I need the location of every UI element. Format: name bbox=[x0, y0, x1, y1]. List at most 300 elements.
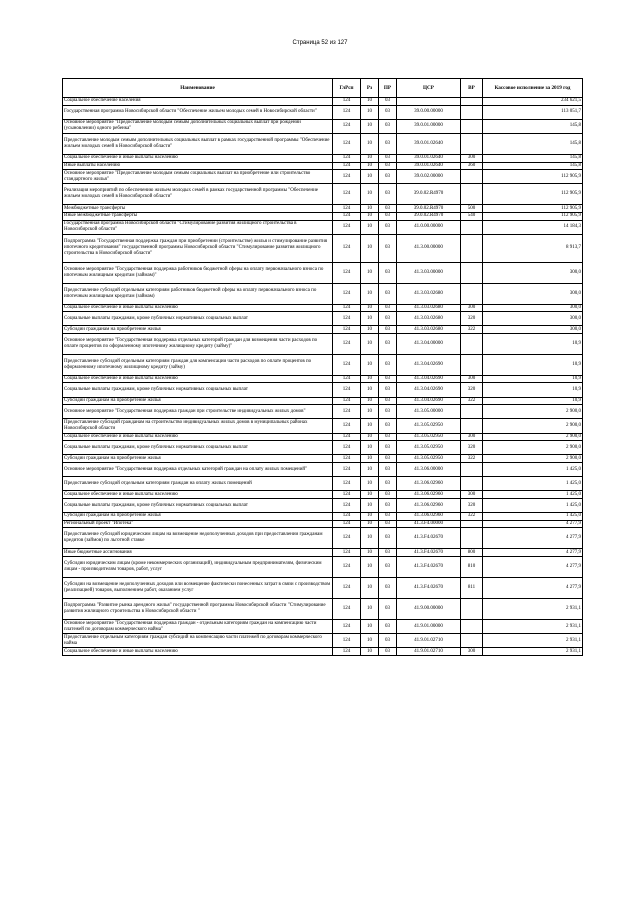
row-csr-cell: 39.0.01.02640 bbox=[397, 133, 461, 154]
row-name-cell: Иные выплаты населению bbox=[63, 162, 333, 170]
row-rz-cell: 10 bbox=[361, 477, 379, 491]
row-vr-cell: 300 bbox=[461, 375, 483, 383]
row-amount-cell: 2 931,1 bbox=[483, 619, 583, 633]
row-csr-cell: 41.3.05.02950 bbox=[397, 419, 461, 433]
row-csr-cell: 41.3.06.02960 bbox=[397, 491, 461, 499]
row-rz-cell: 10 bbox=[361, 577, 379, 598]
row-csr-cell: 41.3.F4.02670 bbox=[397, 528, 461, 549]
row-csr-cell: 41.3.06.02960 bbox=[397, 498, 461, 512]
row-rz-cell: 10 bbox=[361, 528, 379, 549]
row-pr-cell: 03 bbox=[379, 634, 397, 648]
row-rz-cell: 10 bbox=[361, 283, 379, 304]
row-vr-cell: 322 bbox=[461, 513, 483, 521]
row-amount-cell: 14 184,3 bbox=[483, 220, 583, 234]
row-pr-cell: 03 bbox=[379, 262, 397, 283]
row-pr-cell: 03 bbox=[379, 333, 397, 354]
row-amount-cell: 4 277,9 bbox=[483, 528, 583, 549]
row-name-cell: Предоставление субсидий гражданам на строительство индивидуальных жилых домов в муниципальных районах Новосибирской области bbox=[63, 419, 333, 433]
row-pr-cell: 03 bbox=[379, 419, 397, 433]
table-row bbox=[63, 648, 583, 656]
row-rz-cell: 10 bbox=[361, 119, 379, 133]
row-name-cell: Предоставление отдельным категориям граждан субсидий на компенсацию части платежей по договорам коммерческого найма bbox=[63, 634, 333, 648]
table-body bbox=[63, 98, 583, 656]
row-csr-cell: 41.9.00.00000 bbox=[397, 598, 461, 619]
row-name-cell: Подпрограмма "Государственная поддержка граждан при приобретении (строительстве) жилья и стимулирование развития ипотечного кредитования" государственной программы Новосибирской области "Стимулирование развития жилищного строительства в Новосибирской области" bbox=[63, 234, 333, 262]
row-rz-cell: 10 bbox=[361, 498, 379, 512]
row-rz-cell: 10 bbox=[361, 205, 379, 213]
row-csr-cell: 41.3.06.02960 bbox=[397, 513, 461, 521]
row-grs-cell: 124 bbox=[333, 205, 361, 213]
row-vr-cell: 540 bbox=[461, 212, 483, 220]
row-name-cell: Социальное обеспечение населения bbox=[63, 98, 333, 106]
row-rz-cell: 10 bbox=[361, 304, 379, 312]
row-name-cell: Реализация мероприятий по обеспечению жильем молодых семей в рамках государственной программы "Обеспечение жильем молодых семей в Новосибирской области" bbox=[63, 184, 333, 205]
row-name-cell: Предоставление субсидий отдельным категориям граждан для компенсации части расходов по оплате процентов по оформленному ипотечному жилищному кредиту (займу) bbox=[63, 354, 333, 375]
row-grs-cell: 124 bbox=[333, 619, 361, 633]
table-row bbox=[63, 262, 583, 283]
row-grs-cell: 124 bbox=[333, 383, 361, 397]
row-grs-cell: 124 bbox=[333, 463, 361, 477]
table-row bbox=[63, 634, 583, 648]
table-row bbox=[63, 513, 583, 521]
row-csr-cell: 39.0.02.R4970 bbox=[397, 212, 461, 220]
row-amount-cell: 112 905,9 bbox=[483, 212, 583, 220]
row-name-cell: Субсидии юридическим лицам (кроме некоммерческих организаций), индивидуальным предпринимателям, физическим лицам - производителям товаров, работ, услуг bbox=[63, 556, 333, 577]
row-amount-cell: 300,0 bbox=[483, 283, 583, 304]
row-amount-cell: 300,0 bbox=[483, 326, 583, 334]
row-amount-cell: 10,9 bbox=[483, 383, 583, 397]
row-amount-cell: 4 277,9 bbox=[483, 520, 583, 528]
row-vr-cell bbox=[461, 520, 483, 528]
row-pr-cell: 03 bbox=[379, 598, 397, 619]
table-row bbox=[63, 498, 583, 512]
row-grs-cell: 124 bbox=[333, 162, 361, 170]
row-csr-cell: 41.3.F4.00000 bbox=[397, 520, 461, 528]
row-vr-cell bbox=[461, 133, 483, 154]
row-amount-cell: 4 277,9 bbox=[483, 577, 583, 598]
row-pr-cell: 03 bbox=[379, 98, 397, 106]
table-row bbox=[63, 304, 583, 312]
row-vr-cell: 300 bbox=[461, 304, 483, 312]
row-amount-cell: 10,9 bbox=[483, 333, 583, 354]
row-grs-cell: 124 bbox=[333, 119, 361, 133]
row-grs-cell: 124 bbox=[333, 154, 361, 162]
column-header-grs: ГлРсп bbox=[333, 79, 361, 98]
row-csr-cell: 39.0.01.02640 bbox=[397, 162, 461, 170]
row-pr-cell: 03 bbox=[379, 162, 397, 170]
row-pr-cell: 03 bbox=[379, 405, 397, 419]
row-amount-cell: 112 905,9 bbox=[483, 170, 583, 184]
table-row bbox=[63, 205, 583, 213]
row-name-cell: Основное мероприятие "Государственная поддержка отдельных категорий граждан для возмещения части расходов по оплате процентов по оформленному ипотечному жилищному кредиту (займу)" bbox=[63, 333, 333, 354]
row-csr-cell: 41.3.03.02680 bbox=[397, 326, 461, 334]
row-csr-cell: 41.3.03.00000 bbox=[397, 262, 461, 283]
row-rz-cell: 10 bbox=[361, 433, 379, 441]
table-row bbox=[63, 520, 583, 528]
row-amount-cell: 2 900,0 bbox=[483, 405, 583, 419]
column-header-vr: ВР bbox=[461, 79, 483, 98]
table-row bbox=[63, 491, 583, 499]
row-rz-cell: 10 bbox=[361, 419, 379, 433]
row-csr-cell: 39.0.00.00000 bbox=[397, 105, 461, 119]
row-rz-cell: 10 bbox=[361, 326, 379, 334]
row-csr-cell: 41.9.01.00000 bbox=[397, 619, 461, 633]
row-name-cell: Иные бюджетные ассигнования bbox=[63, 549, 333, 557]
row-vr-cell: 300 bbox=[461, 433, 483, 441]
row-name-cell: Субсидии гражданам на приобретение жилья bbox=[63, 455, 333, 463]
column-header-name: Наименование bbox=[63, 79, 333, 98]
row-name-cell: Основное мероприятие "Государственная поддержка отдельных категорий граждан на оплату жилых помещений" bbox=[63, 463, 333, 477]
row-csr-cell: 41.3.F4.02670 bbox=[397, 549, 461, 557]
row-pr-cell: 03 bbox=[379, 170, 397, 184]
row-grs-cell: 124 bbox=[333, 455, 361, 463]
row-amount-cell: 2 931,1 bbox=[483, 648, 583, 656]
row-name-cell: Социальное обеспечение и иные выплаты населению bbox=[63, 154, 333, 162]
table-row bbox=[63, 619, 583, 633]
row-vr-cell bbox=[461, 170, 483, 184]
table-row bbox=[63, 283, 583, 304]
table-row bbox=[63, 326, 583, 334]
row-grs-cell: 124 bbox=[333, 528, 361, 549]
row-vr-cell: 800 bbox=[461, 549, 483, 557]
row-csr-cell: 41.0.00.00000 bbox=[397, 220, 461, 234]
row-pr-cell: 03 bbox=[379, 354, 397, 375]
row-grs-cell: 124 bbox=[333, 419, 361, 433]
row-csr-cell: 41.3.00.00000 bbox=[397, 234, 461, 262]
row-csr-cell bbox=[397, 98, 461, 106]
row-grs-cell: 124 bbox=[333, 184, 361, 205]
row-vr-cell bbox=[461, 528, 483, 549]
row-name-cell: Предоставление субсидий отдельным категориям граждан на оплату жилых помещений bbox=[63, 477, 333, 491]
row-name-cell: Социальные выплаты гражданам, кроме публичных нормативных социальных выплат bbox=[63, 498, 333, 512]
row-vr-cell: 322 bbox=[461, 397, 483, 405]
row-rz-cell: 10 bbox=[361, 405, 379, 419]
row-vr-cell bbox=[461, 220, 483, 234]
table-row bbox=[63, 312, 583, 326]
row-name-cell: Социальные выплаты гражданам, кроме публичных нормативных социальных выплат bbox=[63, 441, 333, 455]
row-amount-cell: 10,9 bbox=[483, 375, 583, 383]
row-grs-cell: 124 bbox=[333, 491, 361, 499]
row-amount-cell: 1 425,0 bbox=[483, 463, 583, 477]
row-rz-cell: 10 bbox=[361, 162, 379, 170]
row-pr-cell: 03 bbox=[379, 491, 397, 499]
row-csr-cell: 41.3.F4.02670 bbox=[397, 556, 461, 577]
row-grs-cell: 124 bbox=[333, 326, 361, 334]
row-amount-cell: 145,8 bbox=[483, 162, 583, 170]
row-vr-cell: 360 bbox=[461, 162, 483, 170]
row-amount-cell: 2 900,0 bbox=[483, 419, 583, 433]
row-vr-cell bbox=[461, 262, 483, 283]
row-grs-cell: 124 bbox=[333, 304, 361, 312]
row-rz-cell: 10 bbox=[361, 556, 379, 577]
row-name-cell: Основное мероприятие "Государственная поддержка граждан - отдельным категориям граждан на компенсацию части платежей по договорам коммерческого найма" bbox=[63, 619, 333, 633]
row-grs-cell: 124 bbox=[333, 433, 361, 441]
row-pr-cell: 03 bbox=[379, 205, 397, 213]
table-row bbox=[63, 433, 583, 441]
row-csr-cell: 41.3.03.02680 bbox=[397, 283, 461, 304]
row-name-cell: Социальное обеспечение и иные выплаты населению bbox=[63, 375, 333, 383]
row-rz-cell: 10 bbox=[361, 220, 379, 234]
row-grs-cell: 124 bbox=[333, 105, 361, 119]
table-row bbox=[63, 98, 583, 106]
row-grs-cell: 124 bbox=[333, 283, 361, 304]
row-pr-cell: 03 bbox=[379, 648, 397, 656]
row-grs-cell: 124 bbox=[333, 170, 361, 184]
row-name-cell: Социальное обеспечение и иные выплаты населению bbox=[63, 491, 333, 499]
row-rz-cell: 10 bbox=[361, 397, 379, 405]
table-row bbox=[63, 397, 583, 405]
row-pr-cell: 03 bbox=[379, 154, 397, 162]
row-rz-cell: 10 bbox=[361, 375, 379, 383]
row-amount-cell: 1 425,0 bbox=[483, 477, 583, 491]
row-grs-cell: 124 bbox=[333, 477, 361, 491]
table-row bbox=[63, 528, 583, 549]
row-amount-cell: 2 931,1 bbox=[483, 598, 583, 619]
row-name-cell: Социальное обеспечение и иные выплаты населению bbox=[63, 648, 333, 656]
row-name-cell: Субсидии гражданам на приобретение жилья bbox=[63, 397, 333, 405]
table-row bbox=[63, 234, 583, 262]
row-vr-cell bbox=[461, 184, 483, 205]
row-amount-cell: 145,8 bbox=[483, 119, 583, 133]
table-row bbox=[63, 383, 583, 397]
row-pr-cell: 03 bbox=[379, 619, 397, 633]
row-csr-cell: 41.3.05.02950 bbox=[397, 441, 461, 455]
row-amount-cell: 2 931,1 bbox=[483, 634, 583, 648]
row-pr-cell: 03 bbox=[379, 105, 397, 119]
row-pr-cell: 03 bbox=[379, 577, 397, 598]
row-pr-cell: 03 bbox=[379, 520, 397, 528]
row-vr-cell bbox=[461, 598, 483, 619]
row-csr-cell: 41.3.06.00000 bbox=[397, 463, 461, 477]
table-row bbox=[63, 119, 583, 133]
row-vr-cell bbox=[461, 619, 483, 633]
row-amount-cell: 234 621,5 bbox=[483, 98, 583, 106]
row-vr-cell bbox=[461, 283, 483, 304]
row-vr-cell: 300 bbox=[461, 491, 483, 499]
row-name-cell: Основное мероприятие "Предоставление молодым семьям дополнительных социальных выплат при рождении (усыновлении) одного ребенка" bbox=[63, 119, 333, 133]
row-vr-cell: 300 bbox=[461, 154, 483, 162]
row-grs-cell: 124 bbox=[333, 234, 361, 262]
row-vr-cell: 811 bbox=[461, 577, 483, 598]
row-csr-cell: 41.3.03.02680 bbox=[397, 304, 461, 312]
row-rz-cell: 10 bbox=[361, 619, 379, 633]
row-vr-cell bbox=[461, 234, 483, 262]
row-csr-cell: 41.3.05.02950 bbox=[397, 433, 461, 441]
row-csr-cell: 39.0.02.00000 bbox=[397, 170, 461, 184]
row-amount-cell: 4 277,9 bbox=[483, 556, 583, 577]
row-rz-cell: 10 bbox=[361, 455, 379, 463]
page-number-label: Страница 52 из 127 bbox=[292, 40, 348, 46]
row-vr-cell bbox=[461, 419, 483, 433]
table-header-row bbox=[63, 79, 583, 98]
row-pr-cell: 03 bbox=[379, 312, 397, 326]
row-vr-cell bbox=[461, 105, 483, 119]
row-csr-cell: 41.3.04.00000 bbox=[397, 333, 461, 354]
row-pr-cell: 03 bbox=[379, 375, 397, 383]
row-name-cell: Региональный проект "Ипотека" bbox=[63, 520, 333, 528]
row-name-cell: Предоставление молодым семьям дополнительных социальных выплат в рамках государственной программы "Обеспечение жильем молодых семей в Новосибирской области" bbox=[63, 133, 333, 154]
row-pr-cell: 03 bbox=[379, 326, 397, 334]
table-row bbox=[63, 405, 583, 419]
row-vr-cell bbox=[461, 463, 483, 477]
table-row bbox=[63, 220, 583, 234]
row-pr-cell: 03 bbox=[379, 212, 397, 220]
table-row bbox=[63, 133, 583, 154]
row-rz-cell: 10 bbox=[361, 634, 379, 648]
row-csr-cell: 39.0.02.R4970 bbox=[397, 205, 461, 213]
row-vr-cell bbox=[461, 333, 483, 354]
row-csr-cell: 39.0.01.02640 bbox=[397, 154, 461, 162]
row-grs-cell: 124 bbox=[333, 498, 361, 512]
row-grs-cell: 124 bbox=[333, 598, 361, 619]
table-row bbox=[63, 463, 583, 477]
column-header-csr: ЦСР bbox=[397, 79, 461, 98]
row-amount-cell: 2 900,0 bbox=[483, 441, 583, 455]
row-csr-cell: 39.0.01.00000 bbox=[397, 119, 461, 133]
row-vr-cell: 320 bbox=[461, 383, 483, 397]
row-pr-cell: 03 bbox=[379, 498, 397, 512]
table-row bbox=[63, 549, 583, 557]
row-pr-cell: 03 bbox=[379, 283, 397, 304]
row-pr-cell: 03 bbox=[379, 119, 397, 133]
row-name-cell: Основное мероприятие "Государственная поддержка граждан при строительстве индивидуальных жилых домов" bbox=[63, 405, 333, 419]
row-name-cell: Подпрограмма "Развитие рынка арендного жилья" государственной программы Новосибирской области "Стимулирование развития жилищного строительства в Новосибирской области " bbox=[63, 598, 333, 619]
row-rz-cell: 10 bbox=[361, 333, 379, 354]
row-name-cell: Государственная программа Новосибирской области "Стимулирование развития жилищного строительства в Новосибирской области" bbox=[63, 220, 333, 234]
row-pr-cell: 03 bbox=[379, 184, 397, 205]
row-grs-cell: 124 bbox=[333, 520, 361, 528]
row-amount-cell: 300,0 bbox=[483, 304, 583, 312]
row-csr-cell: 39.0.02.R4970 bbox=[397, 184, 461, 205]
row-csr-cell: 41.3.06.02960 bbox=[397, 477, 461, 491]
row-amount-cell: 145,8 bbox=[483, 133, 583, 154]
row-rz-cell: 10 bbox=[361, 491, 379, 499]
row-name-cell: Предоставление субсидий юридическим лицам на возмещение недополученных доходов при предоставлении гражданам кредитов (займов) по льготной ставке bbox=[63, 528, 333, 549]
row-rz-cell: 10 bbox=[361, 598, 379, 619]
row-rz-cell: 10 bbox=[361, 463, 379, 477]
column-header-rz: Рз bbox=[361, 79, 379, 98]
row-vr-cell bbox=[461, 119, 483, 133]
row-csr-cell: 41.3.05.02950 bbox=[397, 455, 461, 463]
row-vr-cell: 322 bbox=[461, 326, 483, 334]
row-vr-cell: 500 bbox=[461, 205, 483, 213]
row-rz-cell: 10 bbox=[361, 383, 379, 397]
row-name-cell: Социальные выплаты гражданам, кроме публичных нормативных социальных выплат bbox=[63, 383, 333, 397]
row-csr-cell: 41.3.04.02690 bbox=[397, 375, 461, 383]
row-vr-cell: 320 bbox=[461, 498, 483, 512]
row-pr-cell: 03 bbox=[379, 304, 397, 312]
row-name-cell: Социальные выплаты гражданам, кроме публичных нормативных социальных выплат bbox=[63, 312, 333, 326]
row-name-cell: Предоставление субсидий отдельным категориям работников бюджетной сферы на оплату первоначального взноса по ипотечным жилищным кредитам (займам) bbox=[63, 283, 333, 304]
row-name-cell: Субсидии гражданам на приобретение жилья bbox=[63, 326, 333, 334]
row-amount-cell: 10,9 bbox=[483, 397, 583, 405]
row-rz-cell: 10 bbox=[361, 520, 379, 528]
row-csr-cell: 41.3.05.00000 bbox=[397, 405, 461, 419]
table-row bbox=[63, 419, 583, 433]
row-rz-cell: 10 bbox=[361, 184, 379, 205]
row-pr-cell: 03 bbox=[379, 477, 397, 491]
row-vr-cell bbox=[461, 405, 483, 419]
row-pr-cell: 03 bbox=[379, 433, 397, 441]
table-row bbox=[63, 154, 583, 162]
row-pr-cell: 03 bbox=[379, 556, 397, 577]
row-grs-cell: 124 bbox=[333, 333, 361, 354]
table-row bbox=[63, 598, 583, 619]
row-name-cell: Социальное обеспечение и иные выплаты населению bbox=[63, 433, 333, 441]
row-rz-cell: 10 bbox=[361, 513, 379, 521]
row-grs-cell: 124 bbox=[333, 212, 361, 220]
table-row bbox=[63, 170, 583, 184]
row-rz-cell: 10 bbox=[361, 133, 379, 154]
row-vr-cell: 320 bbox=[461, 441, 483, 455]
row-vr-cell bbox=[461, 634, 483, 648]
row-name-cell: Государственная программа Новосибирской области "Обеспечение жильем молодых семей в Новосибирской области" bbox=[63, 105, 333, 119]
row-vr-cell: 322 bbox=[461, 455, 483, 463]
row-amount-cell: 2 900,0 bbox=[483, 455, 583, 463]
table-row bbox=[63, 333, 583, 354]
row-name-cell: Иные межбюджетные трансферты bbox=[63, 212, 333, 220]
row-rz-cell: 10 bbox=[361, 648, 379, 656]
row-pr-cell: 03 bbox=[379, 441, 397, 455]
row-pr-cell: 03 bbox=[379, 220, 397, 234]
row-pr-cell: 03 bbox=[379, 383, 397, 397]
row-amount-cell: 1 425,0 bbox=[483, 513, 583, 521]
row-csr-cell: 41.9.01.02710 bbox=[397, 634, 461, 648]
row-rz-cell: 10 bbox=[361, 154, 379, 162]
row-rz-cell: 10 bbox=[361, 98, 379, 106]
row-amount-cell: 112 905,9 bbox=[483, 184, 583, 205]
row-amount-cell: 300,0 bbox=[483, 312, 583, 326]
row-amount-cell: 4 277,9 bbox=[483, 549, 583, 557]
table-row bbox=[63, 477, 583, 491]
row-rz-cell: 10 bbox=[361, 312, 379, 326]
row-amount-cell: 8 913,7 bbox=[483, 234, 583, 262]
row-grs-cell: 124 bbox=[333, 513, 361, 521]
row-pr-cell: 03 bbox=[379, 397, 397, 405]
table-row bbox=[63, 212, 583, 220]
row-vr-cell bbox=[461, 354, 483, 375]
row-grs-cell: 124 bbox=[333, 397, 361, 405]
row-rz-cell: 10 bbox=[361, 234, 379, 262]
row-rz-cell: 10 bbox=[361, 170, 379, 184]
row-vr-cell: 320 bbox=[461, 312, 483, 326]
row-grs-cell: 124 bbox=[333, 549, 361, 557]
row-csr-cell: 41.9.01.02710 bbox=[397, 648, 461, 656]
row-pr-cell: 03 bbox=[379, 528, 397, 549]
row-amount-cell: 113 051,7 bbox=[483, 105, 583, 119]
row-rz-cell: 10 bbox=[361, 549, 379, 557]
row-amount-cell: 145,8 bbox=[483, 154, 583, 162]
row-name-cell: Субсидии гражданам на приобретение жилья bbox=[63, 513, 333, 521]
row-grs-cell: 124 bbox=[333, 634, 361, 648]
row-csr-cell: 41.3.04.02690 bbox=[397, 397, 461, 405]
row-rz-cell: 10 bbox=[361, 441, 379, 455]
row-amount-cell: 112 905,9 bbox=[483, 205, 583, 213]
table-row bbox=[63, 105, 583, 119]
column-header-amount: Кассовое исполнение за 2019 год bbox=[483, 79, 583, 98]
row-rz-cell: 10 bbox=[361, 105, 379, 119]
budget-execution-table bbox=[62, 78, 583, 656]
table-row bbox=[63, 354, 583, 375]
row-grs-cell: 124 bbox=[333, 556, 361, 577]
row-name-cell: Основное мероприятие "Государственная поддержка работников бюджетной сферы на оплату первоначального взноса по ипотечным жилищным кредитам (займам)" bbox=[63, 262, 333, 283]
table-row bbox=[63, 162, 583, 170]
table-row bbox=[63, 455, 583, 463]
row-pr-cell: 03 bbox=[379, 463, 397, 477]
row-csr-cell: 41.3.04.02690 bbox=[397, 383, 461, 397]
row-rz-cell: 10 bbox=[361, 354, 379, 375]
row-amount-cell: 2 900,0 bbox=[483, 433, 583, 441]
